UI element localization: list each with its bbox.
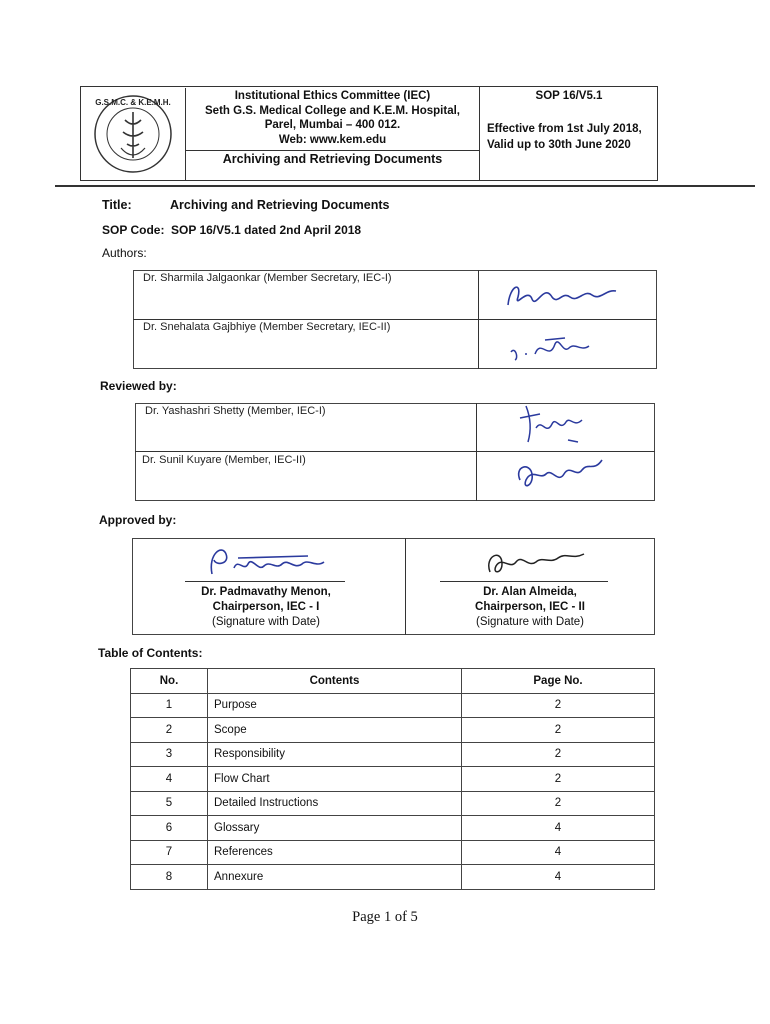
author-name-1: Dr. Sharmila Jalgaonkar (Member Secretary, IEC-I) xyxy=(143,272,392,284)
author-signature-2 xyxy=(505,332,605,366)
toc-page: 2 xyxy=(462,718,655,743)
table-row xyxy=(131,693,655,718)
toc-page: 4 xyxy=(462,840,655,865)
sop-code-label: SOP Code: xyxy=(102,223,165,237)
effective-date: Effective from 1st July 2018, xyxy=(487,123,642,135)
table-row xyxy=(131,718,655,743)
toc-page: 2 xyxy=(462,767,655,792)
header-text xyxy=(186,89,479,147)
toc-contents: Flow Chart xyxy=(208,767,462,792)
approver-role-1: Chairperson, IEC - I xyxy=(212,601,320,613)
toc-no: 8 xyxy=(131,865,208,890)
toc-label: Table of Contents: xyxy=(98,646,203,660)
toc-header-no: No. xyxy=(131,669,208,694)
sop-code-value: SOP 16/V5.1 dated 2nd April 2018 xyxy=(171,223,362,237)
approver-note-2: (Signature with Date) xyxy=(475,616,585,628)
institution-logo xyxy=(81,88,185,180)
approver-line-1 xyxy=(185,581,345,582)
toc-page: 4 xyxy=(462,865,655,890)
toc-contents: Detailed Instructions xyxy=(208,791,462,816)
title-value: Archiving and Retrieving Documents xyxy=(170,198,390,212)
toc-no: 3 xyxy=(131,742,208,767)
logo-cell xyxy=(81,88,186,180)
table-row xyxy=(131,865,655,890)
author-name-2: Dr. Snehalata Gajbhiye (Member Secretary, IEC-II) xyxy=(143,321,391,333)
reviewer-signature-2 xyxy=(510,450,610,498)
toc-contents: References xyxy=(208,840,462,865)
valid-date: Valid up to 30th June 2020 xyxy=(487,139,631,151)
author-signature-1 xyxy=(500,275,625,315)
toc-contents: Glossary xyxy=(208,816,462,841)
toc-no: 6 xyxy=(131,816,208,841)
toc-header-page: Page No. xyxy=(462,669,655,694)
reviewed-label: Reviewed by: xyxy=(100,379,177,393)
sop-number: SOP 16/V5.1 xyxy=(535,90,603,102)
toc-header-row xyxy=(131,669,655,694)
toc-no: 2 xyxy=(131,718,208,743)
table-row xyxy=(131,791,655,816)
toc-contents: Annexure xyxy=(208,865,462,890)
table-row xyxy=(131,767,655,792)
approver-block-2 xyxy=(450,585,610,630)
toc-contents: Scope xyxy=(208,718,462,743)
college-web: Web: www.kem.edu xyxy=(278,133,387,146)
header-divider xyxy=(185,150,480,151)
validity-text xyxy=(487,121,642,153)
toc-no: 5 xyxy=(131,791,208,816)
authors-row-divider xyxy=(133,319,657,320)
table-row xyxy=(131,742,655,767)
toc-page: 2 xyxy=(462,693,655,718)
approver-note-1: (Signature with Date) xyxy=(211,616,321,628)
reviewer-name-2: Dr. Sunil Kuyare (Member, IEC-II) xyxy=(142,454,306,466)
toc-contents: Purpose xyxy=(208,693,462,718)
approvers-col-divider xyxy=(405,538,406,635)
reviewer-name-1: Dr. Yashashri Shetty (Member, IEC-I) xyxy=(145,405,326,417)
toc-contents: Responsibility xyxy=(208,742,462,767)
reviewer-signature-1 xyxy=(512,402,592,448)
approver-name-1: Dr. Padmavathy Menon, xyxy=(201,586,331,598)
approver-role-2: Chairperson, IEC - II xyxy=(475,601,585,613)
page-number: Page 1 of 5 xyxy=(352,909,418,925)
toc-page: 2 xyxy=(462,791,655,816)
toc-no: 1 xyxy=(131,693,208,718)
approver-signature-1 xyxy=(198,540,348,582)
approver-line-2 xyxy=(440,581,608,582)
toc-page: 4 xyxy=(462,816,655,841)
approved-label: Approved by: xyxy=(99,513,177,527)
toc-no: 7 xyxy=(131,840,208,865)
college-address: Parel, Mumbai – 400 012. xyxy=(264,119,401,131)
toc-table xyxy=(130,668,655,890)
reviewers-col-divider xyxy=(476,403,477,501)
authors-label: Authors: xyxy=(102,246,147,260)
toc-header-contents: Contents xyxy=(208,669,462,694)
logo-lettering: G.S.M.C. & K.E.M.H. xyxy=(95,98,171,107)
approver-signature-2 xyxy=(480,542,595,582)
college-name: Seth G.S. Medical College and K.E.M. Hospital, xyxy=(205,104,460,117)
toc-page: 2 xyxy=(462,742,655,767)
table-row xyxy=(131,840,655,865)
committee-name: Institutional Ethics Committee (IEC) xyxy=(234,90,431,102)
header-doc-title: Archiving and Retrieving Documents xyxy=(222,152,443,166)
toc-no: 4 xyxy=(131,767,208,792)
header-rule xyxy=(55,185,755,187)
approver-block-1 xyxy=(186,585,346,630)
approver-name-2: Dr. Alan Almeida, xyxy=(483,586,577,598)
title-label: Title: xyxy=(102,198,132,212)
table-row xyxy=(131,816,655,841)
